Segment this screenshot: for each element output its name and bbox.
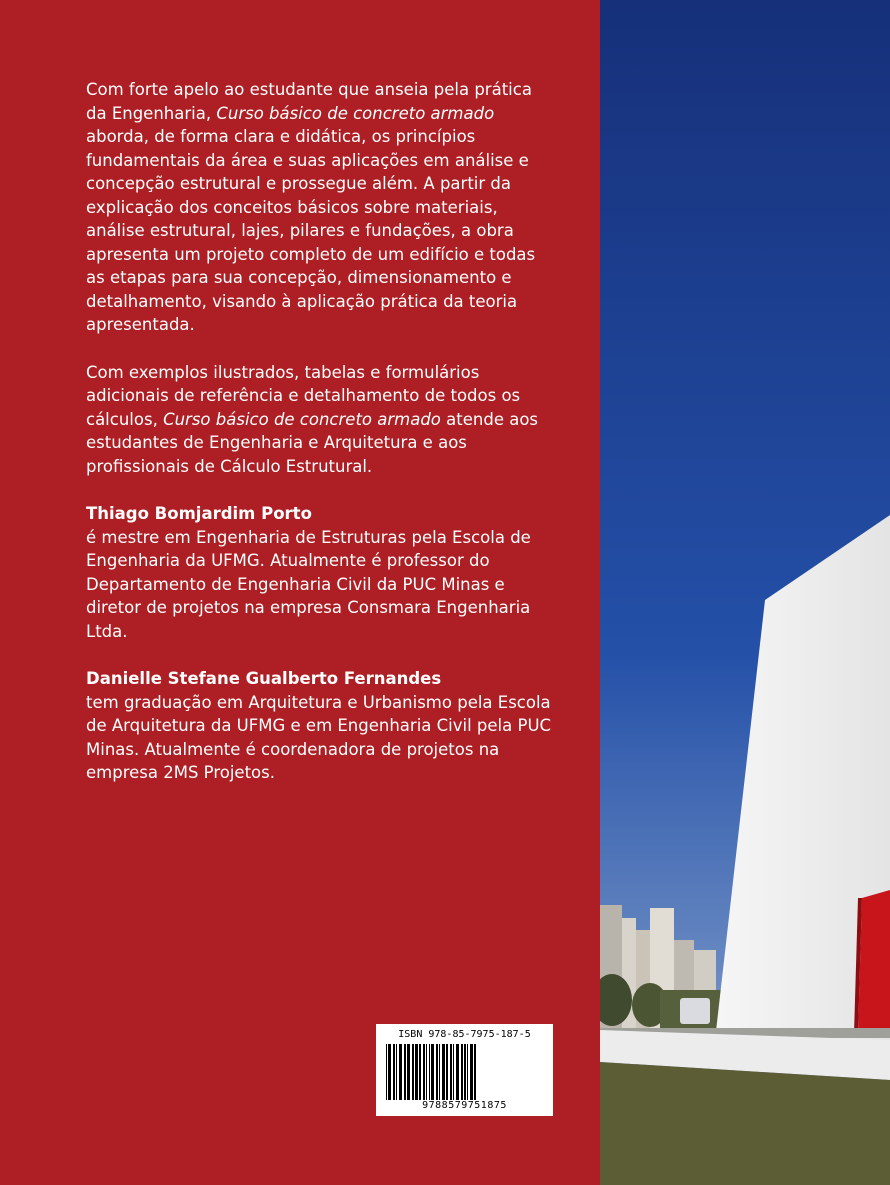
barcode-bar bbox=[393, 1044, 395, 1100]
barcode-bar bbox=[426, 1044, 427, 1100]
author-name: Danielle Stefane Gualberto Fernandes bbox=[86, 669, 442, 688]
barcode-bar bbox=[446, 1044, 448, 1100]
back-cover-text bbox=[86, 78, 556, 809]
barcode-bar bbox=[407, 1044, 410, 1100]
barcode-bar bbox=[396, 1044, 397, 1100]
building-photo bbox=[600, 0, 890, 1185]
barcode-bar bbox=[467, 1044, 468, 1100]
barcode-bar bbox=[442, 1044, 445, 1100]
barcode-bar bbox=[439, 1044, 440, 1100]
barcode-bar bbox=[461, 1044, 463, 1100]
description-paragraph-2: Com exemplos ilustrados, tabelas e formulários adicionais de referência e detalhamento de todos os cálculos, Curso básico de concreto armado atende aos estudantes de Engenharia e Arquitetura e aos profissionais de Cálculo Estrutural. bbox=[86, 362, 539, 476]
barcode-bars bbox=[386, 1044, 543, 1100]
barcode-bar bbox=[429, 1044, 430, 1100]
barcode-bar bbox=[453, 1044, 454, 1100]
barcode-bar bbox=[415, 1044, 418, 1100]
author-bio-2 bbox=[86, 667, 556, 785]
barcode-bar bbox=[474, 1044, 476, 1100]
barcode-bar bbox=[470, 1044, 473, 1100]
book-title-italic: Curso básico de concreto armado bbox=[163, 409, 441, 429]
author-bio-text: tem graduação em Arquitetura e Urbanismo pela Escola de Arquitetura da UFMG e em Engenharia Civil pela PUC Minas. Atualmente é coordenadora de projetos na empresa 2MS Projetos. bbox=[86, 692, 552, 782]
barcode-bar bbox=[399, 1044, 402, 1100]
barcode-bar bbox=[456, 1044, 459, 1100]
barcode-bar bbox=[450, 1044, 452, 1100]
author-bio-1 bbox=[86, 502, 556, 643]
barcode-bar bbox=[388, 1044, 391, 1100]
barcode-bar bbox=[412, 1044, 414, 1100]
book-title-italic: Curso básico de concreto armado bbox=[216, 103, 495, 123]
barcode-bar bbox=[419, 1044, 421, 1100]
isbn-digits: 9788579751875 bbox=[422, 1100, 507, 1111]
description-paragraph-1: Com forte apelo ao estudante que anseia pela prática da Engenharia, Curso básico de concreto armado aborda, de forma clara e didática, os princípios fundamentais da área e suas aplicações em análise e concepção estrutural e prossegue além. A partir da explicação dos conceitos básicos sobre materiais, análise estrutural, lajes, pilares e fundações, a obra apresenta um projeto completo de um edifício e todas as etapas para sua concepção, dimensionamento e detalhamento, visando à aplicação prática da teoria apresentada. bbox=[86, 80, 536, 334]
barcode-bar bbox=[404, 1044, 406, 1100]
barcode-bar bbox=[464, 1044, 466, 1100]
author-name: Thiago Bomjardim Porto bbox=[86, 504, 312, 523]
isbn-barcode bbox=[376, 1024, 553, 1116]
author-bio-text: é mestre em Engenharia de Estruturas pela Escola de Engenharia da UFMG. Atualmente é professor do Departamento de Engenharia Civil da PUC Minas e diretor de projetos na empresa Consmara Engenharia Ltda. bbox=[86, 527, 531, 641]
barcode-bar bbox=[423, 1044, 425, 1100]
barcode-bar bbox=[436, 1044, 438, 1100]
barcode-bar bbox=[386, 1044, 387, 1100]
isbn-label: ISBN 978-85-7975-187-5 bbox=[398, 1029, 531, 1040]
barcode-bar bbox=[431, 1044, 434, 1100]
